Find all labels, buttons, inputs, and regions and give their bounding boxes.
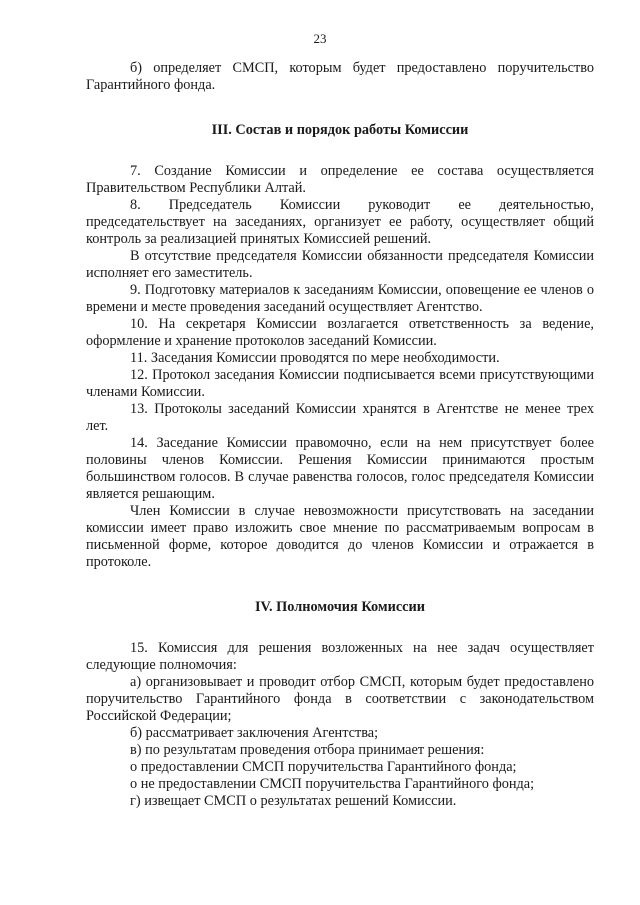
paragraph-b-intro: б) определяет СМСП, которым будет предоставлено поручительство Гарантийного фонда. [86,60,594,93]
paragraph-14: 14. Заседание Комиссии правомочно, если на нем присутствует более половины членов Комиссии. Решения Комиссии принимаются простым большинством голосов. В случае равенства голосов, голос председателя Комиссии является решающим. [86,435,594,502]
paragraph-10: 10. На секретаря Комиссии возлагается ответственность за ведение, оформление и хранение протоколов заседаний Комиссии. [86,316,594,349]
section-4-heading: IV. Полномочия Комиссии [254,599,426,615]
paragraph-7: 7. Создание Комиссии и определение ее состава осуществляется Правительством Республики Алтай. [86,163,594,196]
paragraph-15-v-grant: о предоставлении СМСП поручительства Гарантийного фонда; [130,759,517,775]
paragraph-15-v: в) по результатам проведения отбора принимает решения: [130,742,485,758]
paragraph-15-g: г) извещает СМСП о результатах решений Комиссии. [130,793,457,809]
paragraph-13: 13. Протоколы заседаний Комиссии хранятся в Агентстве не менее трех лет. [86,401,594,434]
page-number: 23 [313,31,327,46]
paragraph-8-deputy: В отсутствие председателя Комиссии обязанности председателя Комиссии исполняет его заместитель. [86,248,594,281]
section-3-heading: III. Состав и порядок работы Комиссии [211,122,469,138]
paragraph-15-v-deny: о не предоставлении СМСП поручительства Гарантийного фонда; [130,776,535,792]
paragraph-15: 15. Комиссия для решения возложенных на нее задач осуществляет следующие полномочия: [86,640,594,673]
paragraph-12: 12. Протокол заседания Комиссии подписывается всеми присутствующими членами Комиссии. [86,367,594,400]
paragraph-9: 9. Подготовку материалов к заседаниям Комиссии, оповещение ее членов о времени и месте проведения заседаний осуществляет Агентство. [86,282,594,315]
paragraph-11: 11. Заседания Комиссии проводятся по мере необходимости. [130,350,500,366]
paragraph-15-a: а) организовывает и проводит отбор СМСП, которым будет предоставлено поручительство Гарантийного фонда в соответствии с законодательством Российской Федерации; [86,674,594,724]
paragraph-8: 8. Председатель Комиссии руководит ее деятельностью, председательствует на заседаниях, организует ее работу, осуществляет общий контроль за реализацией принятых Комиссией решений. [86,197,594,247]
paragraph-14-member-opinion: Член Комиссии в случае невозможности присутствовать на заседании комиссии имеет право изложить свое мнение по рассматриваемым вопросам в письменной форме, которое доводится до членов Комиссии и отражается в протоколе. [86,503,594,570]
document-body [86,60,594,810]
paragraph-15-b: б) рассматривает заключения Агентства; [130,725,379,741]
